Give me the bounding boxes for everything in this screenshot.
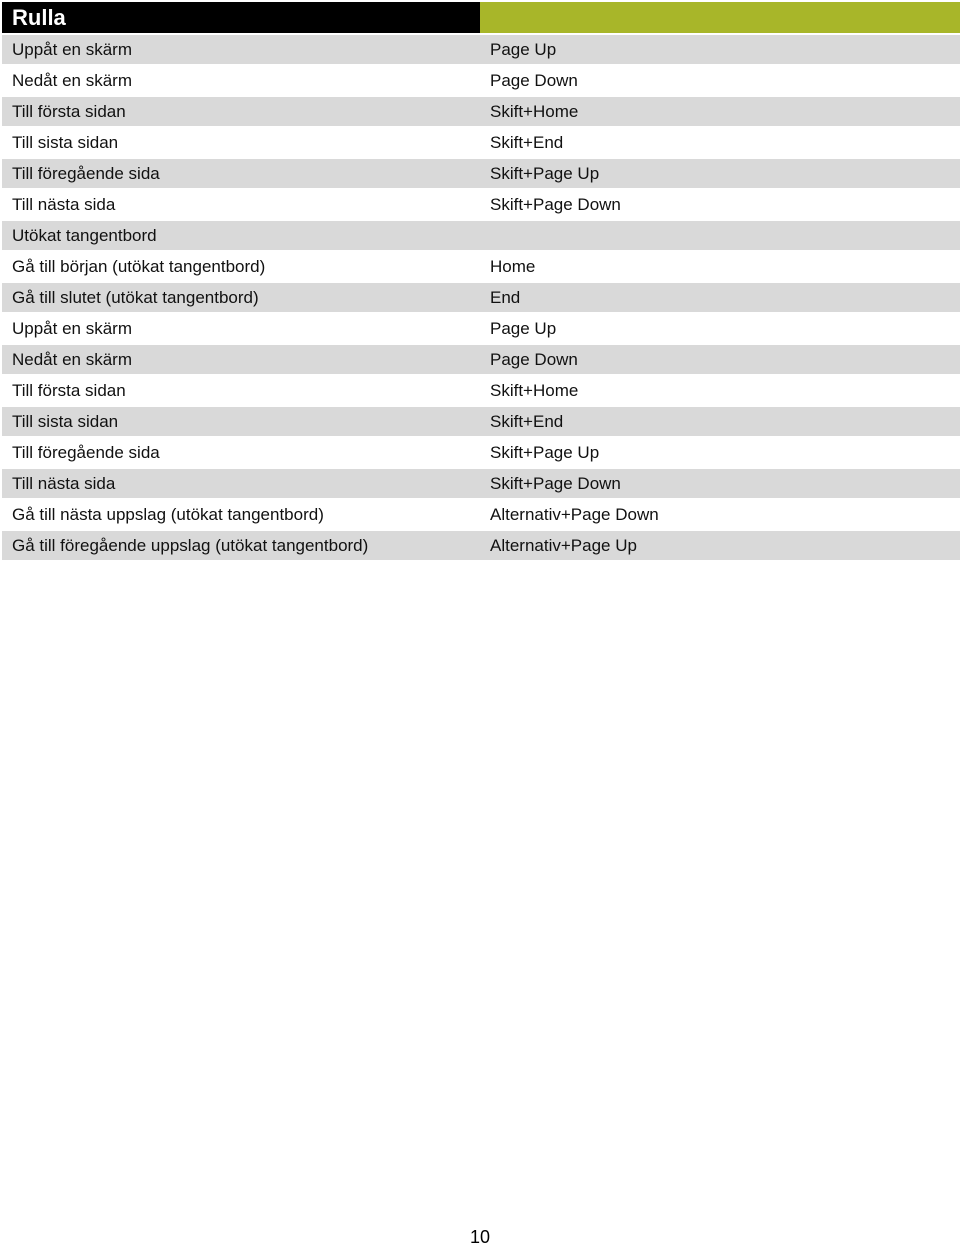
table-row	[2, 500, 960, 529]
shortcut-cell: Page Up	[490, 319, 557, 338]
table-rows	[2, 35, 960, 560]
table-row	[2, 531, 960, 560]
shortcut-cell: Home	[490, 257, 536, 276]
table-row	[2, 407, 960, 436]
shortcut-cell: Skift+Page Down	[490, 474, 621, 493]
action-cell: Nedåt en skärm	[12, 350, 132, 369]
shortcut-cell: Skift+Home	[490, 102, 579, 121]
action-cell: Till första sidan	[12, 102, 126, 121]
shortcut-cell: Skift+End	[490, 412, 564, 431]
action-cell: Till föregående sida	[12, 164, 160, 183]
header-accent-bar	[480, 2, 960, 33]
shortcut-table	[2, 2, 960, 562]
table-row	[2, 221, 960, 250]
table-row	[2, 97, 960, 126]
action-cell: Uppåt en skärm	[12, 319, 132, 338]
action-cell: Gå till nästa uppslag (utökat tangentbord)	[12, 505, 324, 524]
table-row	[2, 345, 960, 374]
shortcut-cell: Skift+Home	[490, 381, 579, 400]
action-cell: Till nästa sida	[12, 195, 116, 214]
table-row	[2, 190, 960, 219]
shortcut-cell: Skift+Page Down	[490, 195, 621, 214]
table-row	[2, 159, 960, 188]
shortcut-cell: Page Down	[490, 350, 578, 369]
section-title: Rulla	[2, 2, 480, 33]
table-row	[2, 252, 960, 281]
page-number: 10	[469, 1227, 491, 1247]
table-row	[2, 283, 960, 312]
action-cell: Till sista sidan	[12, 133, 119, 152]
table-row	[2, 469, 960, 498]
shortcut-cell	[480, 221, 960, 250]
action-cell: Nedåt en skärm	[12, 71, 132, 90]
action-cell: Uppåt en skärm	[12, 40, 132, 59]
table-row	[2, 376, 960, 405]
action-cell: Till sista sidan	[12, 412, 119, 431]
table-row	[2, 66, 960, 95]
table-header	[2, 2, 960, 33]
shortcut-cell: Alternativ+Page Up	[490, 536, 637, 555]
shortcut-cell: Page Up	[490, 40, 557, 59]
shortcut-cell: Page Down	[490, 71, 578, 90]
table-row	[2, 128, 960, 157]
action-cell: Till första sidan	[12, 381, 126, 400]
table-row	[2, 314, 960, 343]
shortcut-cell: Skift+Page Up	[490, 164, 600, 183]
table-row	[2, 438, 960, 467]
action-cell: Till föregående sida	[12, 443, 160, 462]
shortcut-cell: End	[490, 288, 521, 307]
shortcut-cell: Skift+Page Up	[490, 443, 600, 462]
action-cell: Gå till början (utökat tangentbord)	[12, 257, 266, 276]
table-row	[2, 35, 960, 64]
shortcut-cell: Skift+End	[490, 133, 564, 152]
action-cell: Utökat tangentbord	[12, 226, 157, 245]
shortcut-cell: Alternativ+Page Down	[490, 505, 659, 524]
action-cell: Gå till slutet (utökat tangentbord)	[12, 288, 259, 307]
action-cell: Gå till föregående uppslag (utökat tangentbord)	[12, 536, 369, 555]
action-cell: Till nästa sida	[12, 474, 116, 493]
